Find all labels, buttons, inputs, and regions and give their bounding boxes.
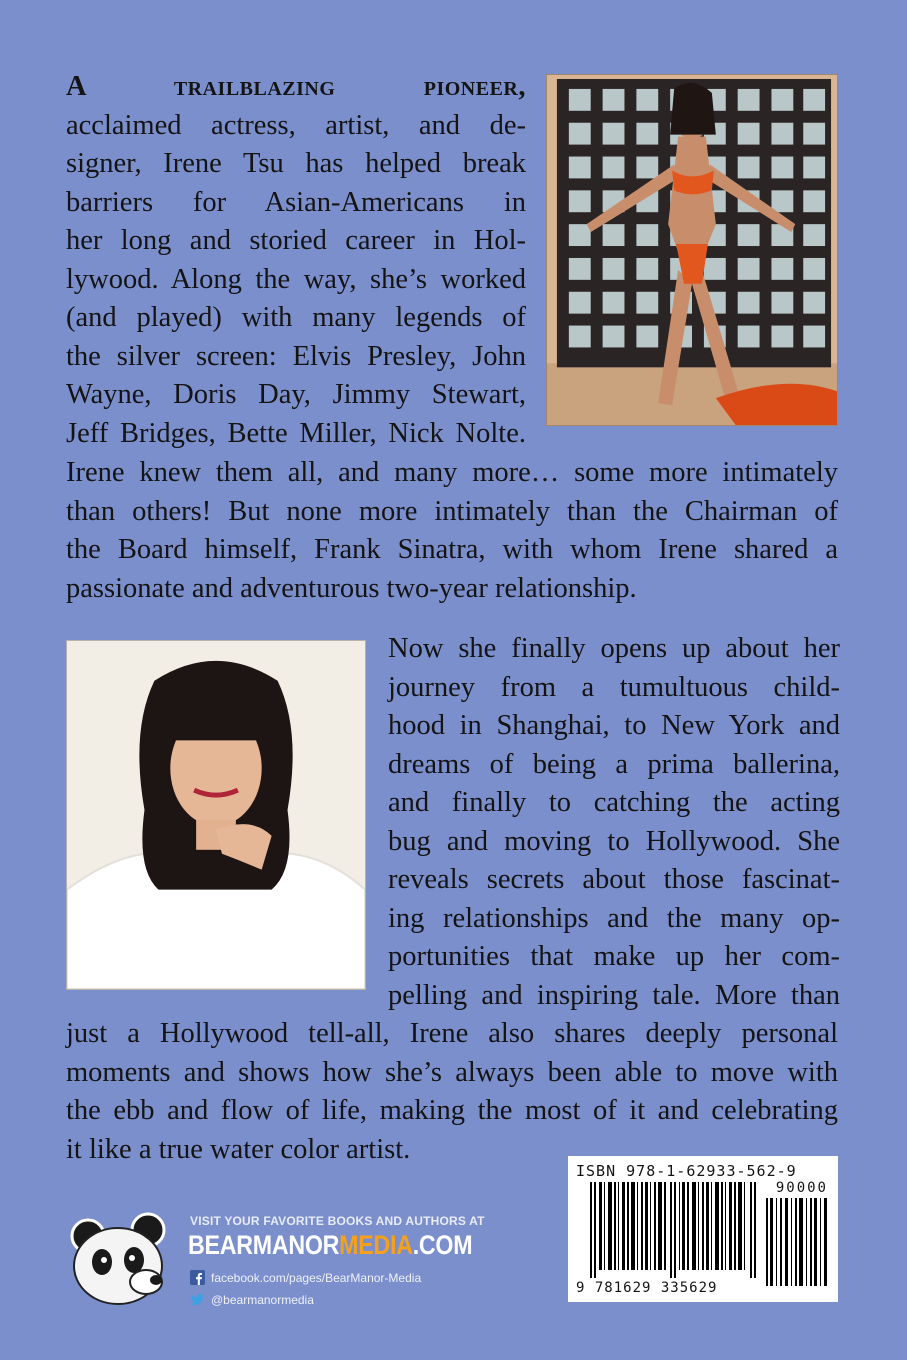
barcode-bars xyxy=(590,1182,758,1278)
brand-media: MEDIA xyxy=(339,1230,413,1260)
intro-line: acclaimed actress, artist, and de- xyxy=(66,109,526,141)
facebook-link[interactable] xyxy=(190,1270,421,1285)
story-line: portunities that make up her com- xyxy=(388,941,840,972)
story-line: ing relationships and the many op- xyxy=(388,902,840,934)
story-line: reveals secrets about those fascinat- xyxy=(388,864,840,895)
isbn-barcode xyxy=(568,1156,838,1302)
paragraph-intro-continued xyxy=(66,454,838,608)
intro-line: than others! But none more intimately than the Chairman of xyxy=(66,495,838,527)
intro-line: her long and storied career in Hol- xyxy=(66,225,526,256)
story-line: it like a true water color artist. xyxy=(66,1133,411,1165)
story-line: bug and moving to Hollywood. She xyxy=(388,825,840,857)
publisher-block xyxy=(66,1210,506,1320)
intro-line: passionate and adventurous two-year relationship. xyxy=(66,572,637,604)
story-line: the ebb and flow of life, making the most of it and celebrating xyxy=(66,1095,838,1126)
facebook-url: facebook.com/pages/BearManor-Media xyxy=(211,1270,422,1285)
addon-bars xyxy=(766,1198,830,1286)
publisher-brand[interactable] xyxy=(188,1230,472,1261)
story-line: just a Hollywood tell-all, Irene also shares deeply personal xyxy=(66,1018,838,1049)
paragraph-story-continued xyxy=(66,1015,838,1169)
intro-line: signer, Irene Tsu has helped break xyxy=(66,148,526,179)
intro-line: lywood. Along the way, she’s worked xyxy=(66,263,526,295)
story-line: hood in Shanghai, to New York and xyxy=(388,710,840,741)
intro-line: Wayne, Doris Day, Jimmy Stewart, xyxy=(66,379,526,410)
price-addon: 90000 xyxy=(775,1180,828,1196)
facebook-icon xyxy=(190,1270,205,1285)
intro-line: Irene knew them all, and many more… some more intimately xyxy=(66,457,838,488)
paragraph-intro xyxy=(66,68,526,453)
photo-actress-lattice xyxy=(546,74,838,426)
twitter-handle: @bearmanormedia xyxy=(211,1292,314,1307)
intro-line: the silver screen: Elvis Presley, John xyxy=(66,340,526,372)
story-line: pelling and inspiring tale. More than xyxy=(388,979,840,1011)
paragraph-story xyxy=(388,630,840,1015)
story-line: Now she finally opens up about her xyxy=(388,633,840,664)
isbn-number: ISBN 978-1-62933-562-9 xyxy=(576,1162,797,1180)
intro-line: the Board himself, Frank Sinatra, with whom Irene shared a xyxy=(66,534,838,565)
intro-lead: A trailblazing pioneer, xyxy=(66,71,526,102)
panda-logo-icon xyxy=(66,1210,176,1310)
brand-com: .COM xyxy=(412,1230,473,1260)
intro-line: (and played) with many legends of xyxy=(66,302,526,333)
intro-lead-line xyxy=(66,68,526,107)
twitter-icon xyxy=(190,1292,205,1307)
story-line: and finally to catching the acting xyxy=(388,787,840,818)
story-line: moments and shows how she’s always been able to move with xyxy=(66,1056,838,1088)
brand-bearmanor: BEARMANOR xyxy=(188,1230,340,1260)
barcode-digits: 9 781629 335629 xyxy=(576,1280,718,1296)
twitter-link[interactable] xyxy=(190,1292,314,1307)
intro-line: Jeff Bridges, Bette Miller, Nick Nolte. xyxy=(66,417,526,449)
story-line: dreams of being a prima ballerina, xyxy=(388,748,840,780)
visit-tagline: VISIT YOUR FAVORITE BOOKS AND AUTHORS AT xyxy=(190,1214,485,1228)
photo-author-portrait xyxy=(66,640,366,990)
intro-line: barriers for Asian-Americans in xyxy=(66,186,526,218)
story-line: journey from a tumultuous child- xyxy=(388,671,840,703)
